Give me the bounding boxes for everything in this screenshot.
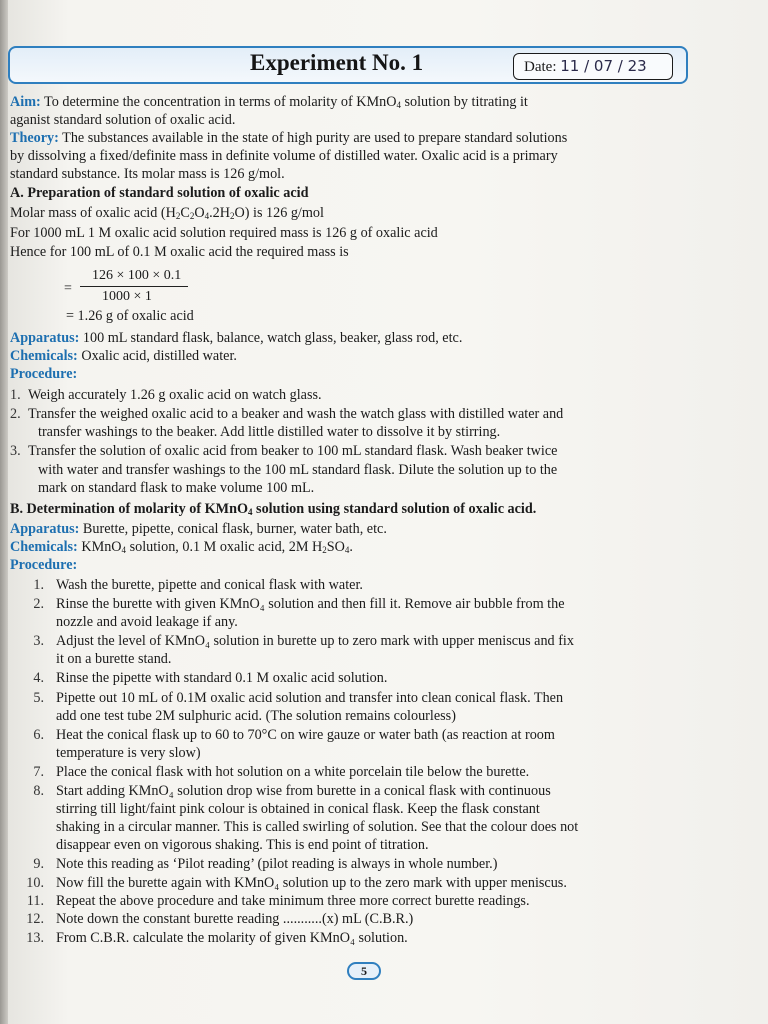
molar-mass-line: Molar mass of oxalic acid $(H_2C_2O_4.2H_2O)$ is 126 g/mol bbox=[10, 205, 324, 221]
apparatus-a-line: Apparatus: 100 mL standard flask, balance, watch glass, beaker, glass rod, etc. bbox=[10, 330, 463, 346]
date-value: 11 / 07 / 23 bbox=[560, 57, 647, 75]
theory-label: Theory: bbox=[10, 130, 59, 146]
b-step-9: 9. Note this reading as ‘Pilot reading’ (pilot reading is always in whole number.) bbox=[33, 856, 498, 872]
b-step-5: 5. Pipette out 10 mL of 0.1M oxalic acid solution and transfer into clean conical flask. Then bbox=[33, 690, 564, 706]
a-step-3: 3. Transfer the solution of oxalic acid from beaker to 100 mL standard flask. Wash beaker twice bbox=[10, 443, 558, 459]
a-step-3-cont-2: mark on standard flask to make volume 100 mL. bbox=[38, 480, 315, 496]
b-step-8-cont-2: shaking in a circular manner. This is called swirling of solution. See that the colour does not bbox=[56, 819, 579, 835]
mass-fraction bbox=[80, 268, 188, 305]
a-step-1: 1. Weigh accurately 1.26 g oxalic acid on watch glass. bbox=[10, 387, 322, 403]
aim-line-2: aganist standard solution of oxalic acid. bbox=[10, 112, 236, 128]
a-step-2: 2. Transfer the weighed oxalic acid to a beaker and wash the watch glass with distilled water and bbox=[10, 406, 564, 422]
section-b-title: B. Determination of molarity of KMnO$_4$ solution using standard solution of oxalic acid. bbox=[10, 501, 537, 517]
b-step-3-cont: it on a burette stand. bbox=[56, 651, 172, 667]
b-step-12: 12. Note down the constant burette reading ...........(x) mL (C.B.R.) bbox=[26, 911, 414, 927]
page-number: 5 bbox=[347, 962, 381, 980]
fraction-numerator: 126 × 100 × 0.1 bbox=[92, 268, 182, 283]
b-step-7: 7. Place the conical flask with hot solution on a white porcelain tile below the burette. bbox=[33, 764, 530, 780]
date-label: Date: bbox=[524, 59, 557, 75]
b-step-3: 3. Adjust the level of KMnO₄ solution in burette up to zero mark with upper meniscus and fix bbox=[33, 633, 574, 649]
date-box bbox=[513, 53, 673, 80]
b-step-4: 4. Rinse the pipette with standard 0.1 M oxalic acid solution. bbox=[33, 670, 388, 686]
b-step-13: 13. From C.B.R. calculate the molarity of given KMnO₄ solution. bbox=[26, 930, 408, 946]
b-step-1: 1. Wash the burette, pipette and conical flask with water. bbox=[33, 577, 363, 593]
procedure-b-label: Procedure: bbox=[10, 557, 78, 573]
procedure-a-label: Procedure: bbox=[10, 366, 78, 382]
equals-sign: = bbox=[64, 281, 72, 296]
a-step-3-cont-1: with water and transfer washings to the 100 mL standard flask. Dilute the solution up to the bbox=[38, 462, 558, 478]
for-line: For 1000 mL 1 M oxalic acid solution required mass is 126 g of oxalic acid bbox=[10, 225, 438, 241]
b-step-2: 2. Rinse the burette with given KMnO₄ solution and then fill it. Remove air bubble from the bbox=[33, 596, 565, 612]
experiment-title: Experiment No. 1 bbox=[250, 50, 424, 75]
fraction-denominator: 1000 × 1 bbox=[102, 289, 152, 304]
b-step-8-cont-3: disappear even on vigorous shaking. This is end point of titration. bbox=[56, 837, 429, 853]
theory-line-1: Theory: The substances available in the state of high purity are used to prepare standard solutions bbox=[10, 130, 568, 146]
b-step-6: 6. Heat the conical flask up to 60 to 70°C on wire gauze or water bath (as reaction at room bbox=[33, 727, 555, 743]
a-step-2-cont: transfer washings to the beaker. Add little distilled water to dissolve it by stirring. bbox=[38, 424, 501, 440]
theory-line-3: standard substance. Its molar mass is 126 g/mol. bbox=[10, 166, 285, 182]
aim-label: Aim: bbox=[10, 94, 41, 110]
b-step-8: 8. Start adding KMnO₄ solution drop wise from burette in a conical flask with continuous bbox=[33, 783, 551, 799]
mass-result: = 1.26 g of oxalic acid bbox=[66, 308, 194, 324]
section-a-title: A. Preparation of standard solution of oxalic acid bbox=[10, 185, 309, 201]
chemicals-b-line: Chemicals: KMnO$_4$ solution, 0.1 M oxalic acid, 2M $H_2SO_4$. bbox=[10, 539, 353, 555]
aim-line-1: Aim: To determine the concentration in terms of molarity of KMnO$_4$ solution by titrating it bbox=[10, 94, 528, 110]
b-step-11: 11. Repeat the above procedure and take minimum three more correct burette readings. bbox=[26, 893, 530, 909]
hence-line: Hence for 100 mL of 0.1 M oxalic acid the required mass is bbox=[10, 244, 349, 260]
b-step-8-cont-1: stirring till light/faint pink colour is obtained in conical flask. Keep the flask constant bbox=[56, 801, 540, 817]
b-step-5-cont: add one test tube 2M sulphuric acid. (The solution remains colourless) bbox=[56, 708, 456, 724]
theory-line-2: by dissolving a fixed/definite mass in definite volume of distilled water. Oxalic acid is a primary bbox=[10, 148, 558, 164]
b-step-2-cont: nozzle and avoid leakage if any. bbox=[56, 614, 238, 630]
apparatus-b-line: Apparatus: Burette, pipette, conical flask, burner, water bath, etc. bbox=[10, 521, 387, 537]
b-step-6-cont: temperature is very slow) bbox=[56, 745, 201, 761]
b-step-10: 10. Now fill the burette again with KMnO₄ solution up to the zero mark with upper meniscus. bbox=[26, 875, 567, 891]
chemicals-a-line: Chemicals: Oxalic acid, distilled water. bbox=[10, 348, 237, 364]
